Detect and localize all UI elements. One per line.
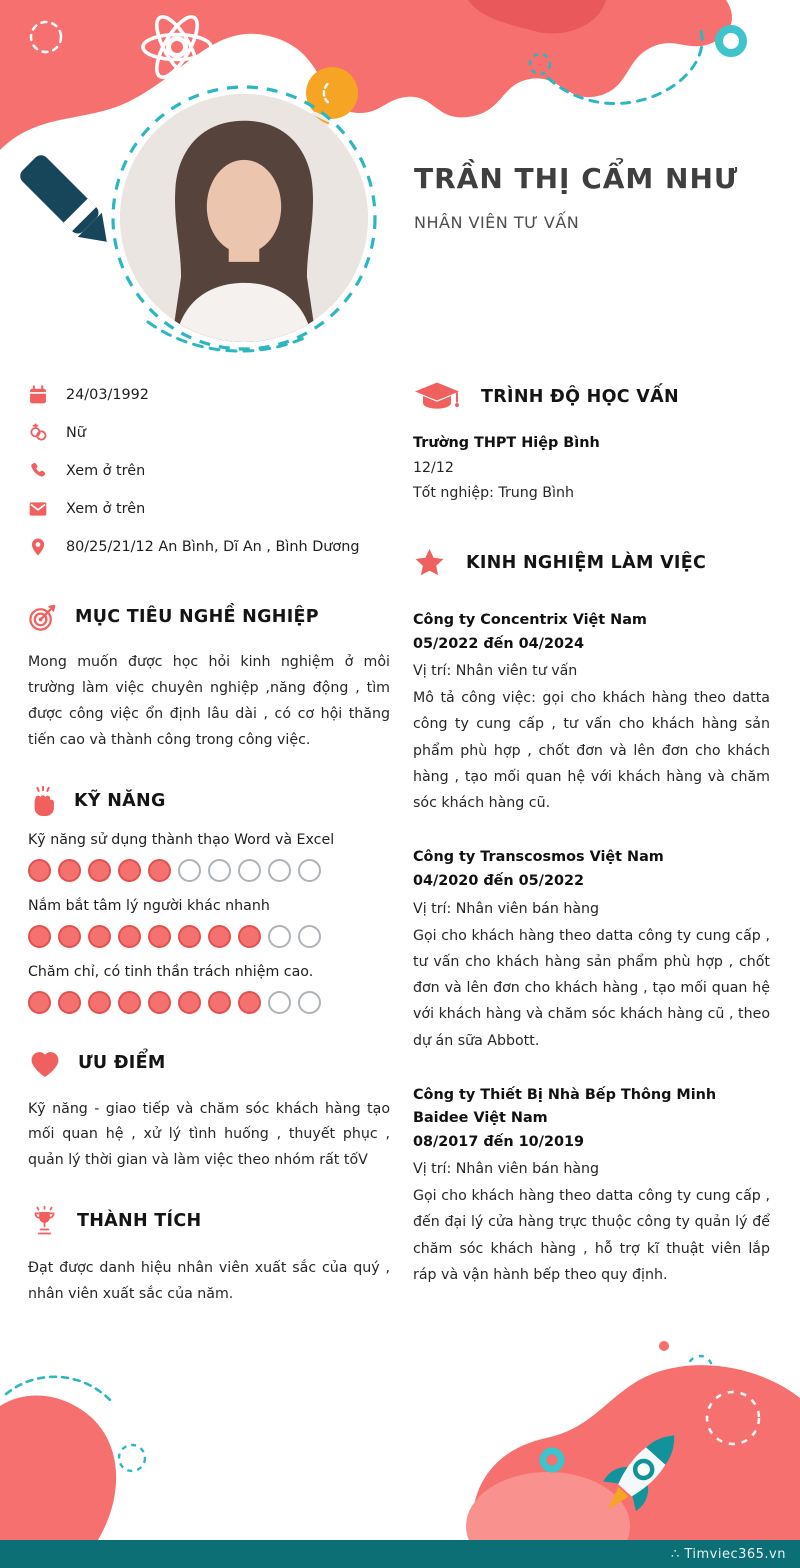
job-period: 05/2022 đến 04/2024 — [413, 636, 584, 653]
contact-item-address — [28, 536, 390, 559]
skill-dot — [178, 859, 201, 882]
teal-ring-bottom — [543, 1451, 561, 1469]
skills-heading: KỸ NĂNG — [74, 790, 166, 811]
profile-photo — [110, 84, 378, 352]
teal-dashed-curve — [548, 28, 702, 104]
strengths-body: Kỹ năng - giao tiếp và chăm sóc khách hàng tạo mối quan hệ , xử lý tình huống , thuyết phục , quản lý thời gian và làm việc theo nhóm rất tốV — [28, 1100, 390, 1169]
skill-dot — [298, 991, 321, 1014]
rocket-icon — [590, 1420, 691, 1525]
location-icon — [28, 537, 48, 557]
skill-dot — [298, 859, 321, 882]
candidate-name: TRẦN THỊ CẨM NHƯ — [414, 162, 739, 195]
skill-label: Kỹ năng sử dụng thành thạo Word và Excel — [28, 831, 335, 848]
skill-label: Chăm chỉ, có tinh thần trách nhiệm cao. — [28, 963, 314, 980]
contact-text: Nữ — [66, 425, 86, 442]
skill-dot — [238, 925, 261, 948]
skill-dot — [148, 859, 171, 882]
skill-dot — [58, 859, 81, 882]
skill-label: Nắm bắt tâm lý người khác nhanh — [28, 897, 270, 914]
skill-dot — [118, 925, 141, 948]
teal-ring-decoration — [719, 29, 743, 53]
right-column — [413, 380, 770, 1288]
name-block — [414, 162, 786, 232]
contact-text: 24/03/1992 — [66, 387, 149, 403]
coral-blob-bottom-left — [0, 1396, 116, 1540]
job-entry — [413, 846, 770, 1053]
skill-dot — [88, 859, 111, 882]
skill-dot — [118, 859, 141, 882]
skill-dot — [268, 991, 291, 1014]
job-position: Vị trí: Nhân viên bán hàng — [413, 1160, 600, 1177]
white-dashed-circle-decoration — [31, 22, 61, 52]
skill-dot — [58, 991, 81, 1014]
heart-icon — [28, 1048, 62, 1079]
skill-dot — [298, 925, 321, 948]
footer-watermark: ∴ Timviec365.vn — [670, 1546, 786, 1562]
skill-dot — [88, 925, 111, 948]
education-block — [413, 435, 770, 501]
calendar-icon — [28, 385, 48, 405]
section-objective-heading — [28, 601, 390, 632]
skill-dot — [118, 991, 141, 1014]
teal-dashed-circle-left — [119, 1445, 145, 1471]
achievements-heading: THÀNH TÍCH — [77, 1211, 202, 1232]
section-skills-heading — [28, 786, 390, 816]
section-achievements-heading — [28, 1204, 390, 1238]
skill-dot — [28, 925, 51, 948]
job-period: 04/2020 đến 05/2022 — [413, 873, 584, 890]
contact-item-phone — [28, 460, 390, 483]
skill-item — [28, 964, 390, 1014]
education-result: Tốt nghiệp: Trung Bình — [413, 485, 574, 501]
job-entry — [413, 609, 770, 816]
job-description: Mô tả công việc: gọi cho khách hàng theo datta công ty cung cấp , tư vấn cho khách hàng sản phẩm phù hợp , chốt đơn và lên đơn cho khách hàng , tạo mối quan hệ với khách hàng và chăm sóc khách hàng cũ. — [413, 690, 770, 812]
contact-item-birthday — [28, 384, 390, 407]
target-icon — [28, 601, 59, 632]
section-education-heading — [413, 380, 770, 413]
section-strengths-heading — [28, 1048, 390, 1079]
job-company: Công ty Concentrix Việt Nam — [413, 612, 647, 628]
skill-dot — [148, 991, 171, 1014]
red-accent-blob — [468, 0, 606, 34]
footer-bar — [0, 1540, 800, 1568]
objective-heading: MỤC TIÊU NGHỀ NGHIỆP — [75, 606, 319, 627]
gender-icon — [28, 423, 48, 443]
skill-dot — [178, 991, 201, 1014]
job-position: Vị trí: Nhân viên tư vấn — [413, 663, 578, 680]
candidate-title: NHÂN VIÊN TƯ VẤN — [414, 213, 580, 232]
job-company: Công ty Transcosmos Việt Nam — [413, 849, 664, 866]
contact-text: Xem ở trên — [66, 463, 146, 480]
coral-blob-bottom-right — [472, 1365, 800, 1540]
bottom-decoration — [0, 1310, 800, 1540]
job-company: Công ty Thiết Bị Nhà Bếp Thông Minh Baidee Việt Nam — [413, 1086, 717, 1126]
skill-dot — [268, 925, 291, 948]
job-entry — [413, 1084, 770, 1288]
skill-level-dots — [28, 925, 390, 948]
star-icon — [413, 547, 446, 579]
skill-level-dots — [28, 991, 390, 1014]
teal-dashed-small-circle — [530, 54, 550, 74]
teal-dashed-arc-left — [6, 1377, 112, 1402]
contact-item-gender — [28, 422, 390, 445]
fist-icon — [28, 786, 58, 816]
coral-dot-decoration — [659, 1341, 669, 1351]
skill-dot — [28, 859, 51, 882]
teal-dashed-circle-right — [688, 1356, 712, 1380]
white-dashed-circle-bottom — [707, 1392, 759, 1444]
education-heading: TRÌNH ĐỘ HỌC VẤN — [481, 386, 679, 407]
phone-icon — [28, 461, 48, 481]
education-grade: 12/12 — [413, 460, 454, 476]
job-description: Gọi cho khách hàng theo datta công ty cung cấp , tư vấn cho khách hàng sản phẩm phù hợp , chốt đơn và lên đơn cho khách hàng , tạo mối quan hệ với khách hàng và chăm sóc khách hàng cũ , theo dự án sữa Abbott. — [413, 927, 770, 1049]
job-description: Gọi cho khách hàng theo datta công ty cung cấp , đến đại lý cửa hàng trực thuộc công ty quản lý để chăm sóc khách hàng , hỗ trợ kĩ thuật viên lắp ráp và vận hành bếp theo quy định. — [413, 1187, 770, 1283]
skill-dot — [58, 925, 81, 948]
contact-list — [28, 384, 390, 559]
pencil-icon — [17, 152, 119, 254]
objective-body: Mong muốn được học hỏi kinh nghiệm ở môi trường làm việc chuyên nghiệp ,năng động , tìm được công việc ổn định lâu dài , có cơ hội thăng tiến cao và thành công trong công việc. — [28, 654, 390, 748]
contact-text: 80/25/21/12 An Bình, Dĩ An , Bình Dương — [66, 539, 360, 556]
skill-item — [28, 898, 390, 948]
education-school: Trường THPT Hiệp Bình — [413, 435, 600, 451]
atom-icon — [143, 11, 211, 82]
achievements-body: Đạt được danh hiệu nhân viên xuất sắc của quý , nhân viên xuất sắc của năm. — [28, 1260, 390, 1302]
contact-text: Xem ở trên — [66, 501, 146, 518]
skill-dot — [178, 925, 201, 948]
skill-dot — [208, 991, 231, 1014]
profile-photo-image — [120, 94, 368, 342]
job-period: 08/2017 đến 10/2019 — [413, 1133, 584, 1150]
contact-item-email — [28, 498, 390, 521]
skill-dot — [238, 991, 261, 1014]
light-pink-blob — [466, 1472, 630, 1540]
strengths-heading: ƯU ĐIỂM — [78, 1053, 166, 1074]
section-experience-heading — [413, 547, 770, 579]
skill-level-dots — [28, 859, 390, 882]
left-column — [28, 384, 390, 1308]
skill-dot — [88, 991, 111, 1014]
graduation-cap-icon — [413, 380, 461, 413]
email-icon — [28, 499, 48, 519]
skill-dot — [238, 859, 261, 882]
skill-dot — [268, 859, 291, 882]
skill-dot — [28, 991, 51, 1014]
experience-heading: KINH NGHIỆM LÀM VIỆC — [466, 553, 707, 573]
skill-dot — [148, 925, 171, 948]
skill-item — [28, 832, 390, 882]
skill-dot — [208, 859, 231, 882]
trophy-icon — [28, 1204, 61, 1238]
job-position: Vị trí: Nhân viên bán hàng — [413, 900, 600, 917]
skill-dot — [208, 925, 231, 948]
